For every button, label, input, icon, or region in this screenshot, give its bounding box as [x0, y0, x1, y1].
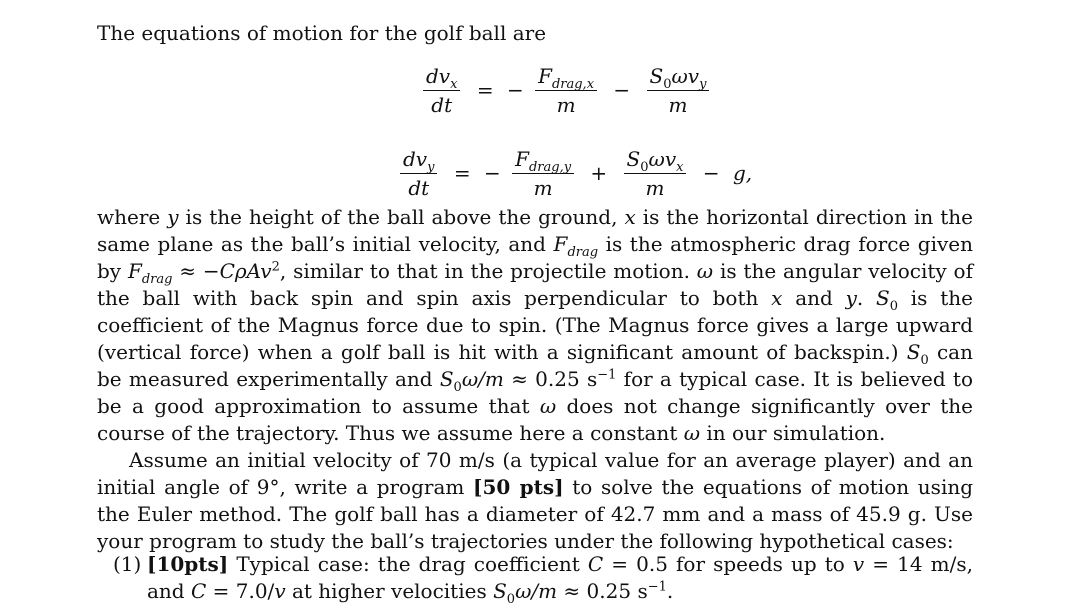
paragraph-assignment: Assume an initial velocity of 70 m/s (a typical value for an average player) and an initial angle of 9°, write a program [50 pts] to solve the equations of motion using the Euler method. The golf ball has a diameter of 42.7 mm and a mass of 45.9 g. Use your program to study the ball’s trajectories under the following hypothetical cases:: [97, 448, 974, 553]
paragraph-definitions: where y is the height of the ball above the ground, x is the horizontal direction in the same plane as the ball’s initial velocity, and $F_{drag}$ is the atmospheric drag force given by $F_{drag} \approx -C\rho Av^2$, similar to that in the projectile motion. ω is the angular velocity of the ball with back spin and spin axis perpendicular to both x and y. $S_0$ is the coefficient of the Magnus force due to spin. (The Magnus force gives a large upward (vertical force) when a golf ball is hit with a significant amount of backspin.) $S_0$ can be measured experimentally and $S_0\omega/m \approx 0.25$ $s^{-1}$ for a typical case. It is believed to be a good approximation to assume that ω does not change significantly over the course of the trajectory. Thus we assume here a constant ω in our simulation.: [97, 205, 974, 445]
eq2-magnus-fraction: $\frac{S_0\omega v_x}{m}$: [624, 147, 687, 200]
eq2-lhs-fraction: $\frac{dv_y}{dt}$: [400, 147, 437, 200]
intro-text: The equations of motion for the golf ball are: [97, 21, 547, 45]
equation-dvx-dt: $\frac{dv_x}{dt}$ = − $\frac{F_{drag,x}}{m}$ − $\frac{S_0\omega v_y}{m}$: [420, 64, 712, 117]
points-10: [10pts]: [147, 552, 229, 576]
item-text: [10pts] Typical case: the drag coefficient C = 0.5 for speeds up to v = 14 m/s, and C = 7.0/v at higher velocities $S_0\omega/m \approx 0.25$ $s^{-1}$.: [147, 552, 973, 607]
eq1-drag-fraction: $\frac{F_{drag,x}}{m}$: [535, 64, 597, 117]
equation-dvy-dt: $\frac{dv_y}{dt}$ = − $\frac{F_{drag,y}}{m}$ + $\frac{S_0\omega v_x}{m}$ − g,: [397, 147, 752, 200]
eq1-magnus-fraction: $\frac{S_0\omega v_y}{m}$: [647, 64, 710, 117]
eq2-drag-fraction: $\frac{F_{drag,y}}{m}$: [512, 147, 574, 200]
points-50: [50 pts]: [473, 475, 564, 499]
eq1-lhs-fraction: $\frac{dv_x}{dt}$: [423, 64, 460, 117]
item-label: (1): [113, 552, 142, 576]
list-item-1: [113, 551, 973, 605]
body-text: [97, 204, 973, 555]
